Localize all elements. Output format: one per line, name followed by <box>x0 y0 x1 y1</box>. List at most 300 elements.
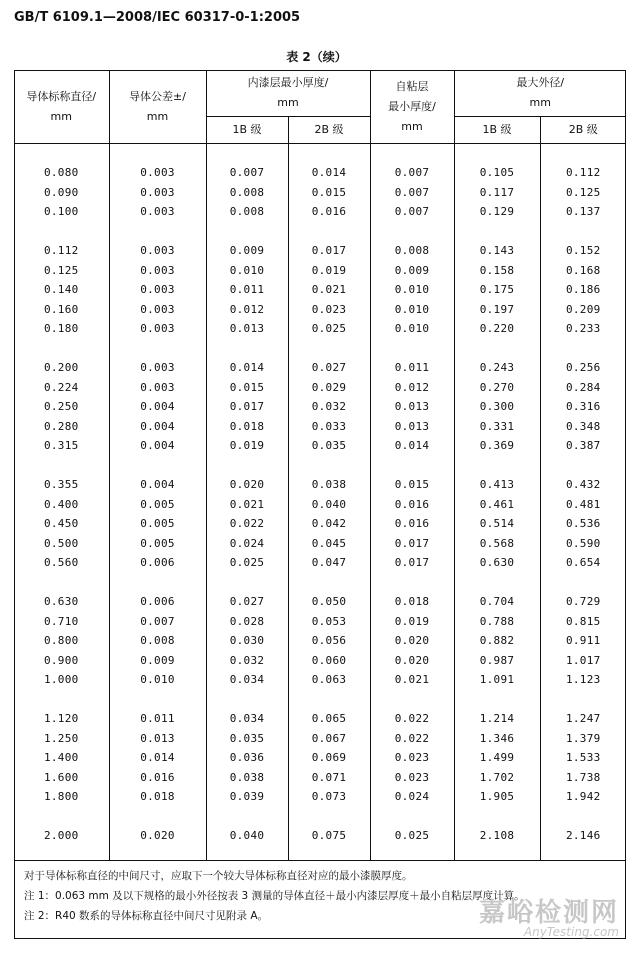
table-cell: 0.060 <box>288 651 370 671</box>
table-cell: 0.022 <box>370 709 454 729</box>
table-cell: 0.016 <box>109 768 206 788</box>
table-cell: 0.004 <box>109 475 206 495</box>
table-cell: 0.030 <box>206 631 288 651</box>
table-row <box>14 202 626 222</box>
table-cell: 0.348 <box>565 419 601 433</box>
table-cell: 0.025 <box>288 319 370 339</box>
spacer-row <box>14 456 626 476</box>
table-cell: 0.010 <box>109 670 206 690</box>
spacer-cell <box>288 456 370 476</box>
table-cell: 0.016 <box>288 202 370 222</box>
spacer-cell <box>14 144 109 164</box>
table-cell: 1.702 <box>454 768 540 788</box>
table-row <box>14 261 626 281</box>
table-cell: 0.209 <box>565 302 601 316</box>
table-cell: 0.630 <box>14 592 109 612</box>
table-row <box>14 748 626 768</box>
table-cell: 0.125 <box>565 185 601 199</box>
table-cell: 0.197 <box>454 300 540 320</box>
table-row <box>14 417 626 437</box>
table-cell: 0.007 <box>206 163 288 183</box>
header-bonding-layer <box>370 70 454 144</box>
spacer-cell <box>540 222 626 242</box>
table-cell: 0.056 <box>288 631 370 651</box>
spacer-row <box>14 807 626 827</box>
spacer-cell <box>109 846 206 860</box>
table-cell: 0.080 <box>14 163 109 183</box>
spacer-cell <box>206 690 288 710</box>
table-cell: 0.400 <box>14 495 109 515</box>
table-cell: 0.009 <box>109 651 206 671</box>
table-cell: 0.003 <box>109 261 206 281</box>
table-cell: 0.140 <box>14 280 109 300</box>
table-cell: 0.007 <box>109 612 206 632</box>
table-cell: 0.432 <box>565 478 601 492</box>
table-cell: 2.146 <box>565 829 601 843</box>
table-cell: 0.025 <box>370 826 454 846</box>
spacer-cell <box>454 573 540 593</box>
spacer-cell <box>540 846 626 860</box>
spacer-cell <box>370 456 454 476</box>
table-cell: 0.387 <box>565 439 601 453</box>
header-unit: mm <box>529 96 551 109</box>
table-cell: 0.014 <box>288 163 370 183</box>
table-cell: 0.012 <box>206 300 288 320</box>
table-row <box>14 495 626 515</box>
table-cell: 0.007 <box>370 163 454 183</box>
table-cell: 0.152 <box>565 244 601 258</box>
header-text: 自粘层 <box>395 79 429 93</box>
table-cell: 0.710 <box>14 612 109 632</box>
table-row <box>14 592 626 612</box>
spacer-cell <box>370 222 454 242</box>
table-row <box>14 534 626 554</box>
spacer-cell <box>288 690 370 710</box>
table-cell: 0.022 <box>206 514 288 534</box>
table-cell: 0.034 <box>206 709 288 729</box>
table-cell: 0.590 <box>565 536 601 550</box>
watermark-cn: 嘉峪检测网 <box>478 898 619 928</box>
header-text: 内漆层最小厚度/ <box>247 76 329 89</box>
spacer-cell <box>370 573 454 593</box>
table-cell: 0.900 <box>14 651 109 671</box>
table-cell: 0.003 <box>109 358 206 378</box>
table-cell: 0.019 <box>370 612 454 632</box>
table-cell: 0.005 <box>109 495 206 515</box>
table-cell: 0.003 <box>109 202 206 222</box>
table-cell: 1.346 <box>454 729 540 749</box>
table-cell: 0.654 <box>565 556 601 570</box>
table-cell: 0.067 <box>288 729 370 749</box>
table-cell: 0.010 <box>370 280 454 300</box>
table-cell: 0.065 <box>288 709 370 729</box>
table-cell: 0.481 <box>565 497 601 511</box>
table-row <box>14 768 626 788</box>
table-cell: 0.256 <box>565 361 601 375</box>
table-cell: 0.331 <box>454 417 540 437</box>
spacer-cell <box>288 144 370 164</box>
table-cell: 0.035 <box>288 436 370 456</box>
table-cell: 0.220 <box>454 319 540 339</box>
table-cell: 0.105 <box>454 163 540 183</box>
table-cell: 1.499 <box>454 748 540 768</box>
header-text: 最小厚度/ <box>388 99 436 113</box>
spacer-cell <box>14 339 109 359</box>
table-cell: 0.630 <box>454 553 540 573</box>
table-cell: 0.018 <box>206 417 288 437</box>
note-intermediate: 对于导体标称直径的中间尺寸，应取下一个较大导体标称直径对应的最小漆膜厚度。 <box>24 870 413 882</box>
table-cell: 0.019 <box>206 436 288 456</box>
header-unit: mm <box>50 109 72 123</box>
table-cell: 0.014 <box>109 748 206 768</box>
table-cell: 0.316 <box>565 400 601 414</box>
table-cell: 1.214 <box>454 709 540 729</box>
spacer-cell <box>109 807 206 827</box>
table-cell: 0.006 <box>109 553 206 573</box>
table-cell: 0.040 <box>206 826 288 846</box>
table-row <box>14 378 626 398</box>
table-cell: 0.011 <box>206 280 288 300</box>
table-cell: 0.003 <box>109 183 206 203</box>
table-cell: 1.379 <box>565 731 601 745</box>
table-cell: 2.108 <box>454 826 540 846</box>
table-cell: 0.015 <box>206 378 288 398</box>
table-cell: 0.012 <box>370 378 454 398</box>
table-cell: 0.040 <box>288 495 370 515</box>
table-row <box>14 241 626 261</box>
table-cell: 0.005 <box>109 534 206 554</box>
spacer-row <box>14 339 626 359</box>
spacer-row <box>14 690 626 710</box>
table-cell: 0.020 <box>370 631 454 651</box>
table-cell: 0.035 <box>206 729 288 749</box>
spacer-cell <box>454 846 540 860</box>
spacer-cell <box>454 690 540 710</box>
spacer-cell <box>109 222 206 242</box>
table-cell: 0.158 <box>454 261 540 281</box>
table-cell: 0.009 <box>370 261 454 281</box>
spacer-cell <box>206 846 288 860</box>
table-cell: 0.013 <box>206 319 288 339</box>
header-inner-2b: 2B 级 <box>288 117 370 144</box>
table-cell: 1.123 <box>565 673 601 687</box>
table-cell: 0.233 <box>565 322 601 336</box>
table-cell: 0.003 <box>109 319 206 339</box>
table-cell: 0.017 <box>370 534 454 554</box>
table-cell: 0.168 <box>565 263 601 277</box>
table-cell: 0.027 <box>288 358 370 378</box>
spacer-cell <box>540 690 626 710</box>
table-cell: 0.117 <box>454 183 540 203</box>
table-cell: 0.450 <box>14 514 109 534</box>
table-cell: 0.017 <box>370 553 454 573</box>
table-cell: 0.004 <box>109 417 206 437</box>
spacer-cell <box>288 807 370 827</box>
table-cell: 0.003 <box>109 241 206 261</box>
table-cell: 0.003 <box>109 163 206 183</box>
table-row <box>14 826 626 846</box>
table-cell: 0.019 <box>288 261 370 281</box>
spacer-cell <box>454 144 540 164</box>
table-row <box>14 670 626 690</box>
header-max-1b: 1B 级 <box>454 117 540 144</box>
table-cell: 0.038 <box>288 475 370 495</box>
table-cell: 0.007 <box>370 202 454 222</box>
spacer-cell <box>370 144 454 164</box>
table-cell: 0.016 <box>370 495 454 515</box>
table-cell: 0.038 <box>206 768 288 788</box>
spacer-cell <box>206 144 288 164</box>
spacer-cell <box>288 573 370 593</box>
table-cell: 0.047 <box>288 553 370 573</box>
spacer-cell <box>109 690 206 710</box>
header-tolerance <box>109 70 206 144</box>
table-cell: 0.514 <box>454 514 540 534</box>
table-cell: 1.600 <box>14 768 109 788</box>
table-row <box>14 729 626 749</box>
table-cell: 0.243 <box>454 358 540 378</box>
table-cell: 0.013 <box>109 729 206 749</box>
table-cell: 0.413 <box>454 475 540 495</box>
spacer-cell <box>370 846 454 860</box>
table-cell: 0.011 <box>370 358 454 378</box>
table-cell: 0.017 <box>288 241 370 261</box>
spacer-cell <box>370 339 454 359</box>
table-cell: 0.014 <box>206 358 288 378</box>
table-row <box>14 553 626 573</box>
table-cell: 1.942 <box>565 790 601 804</box>
table-row <box>14 631 626 651</box>
spacer-cell <box>370 690 454 710</box>
table-body <box>14 144 626 860</box>
table-cell: 0.027 <box>206 592 288 612</box>
note-1: 注 1：0.063 mm 及以下规格的最小外径按表 3 测量的导体直径＋最小内漆层厚度＋最小自粘层厚度计算。 <box>24 890 525 902</box>
table-cell: 1.400 <box>14 748 109 768</box>
table-cell: 1.905 <box>454 787 540 807</box>
table-cell: 0.270 <box>454 378 540 398</box>
table-cell: 0.250 <box>14 397 109 417</box>
spacer-cell <box>454 222 540 242</box>
table-cell: 0.200 <box>14 358 109 378</box>
watermark <box>479 892 619 939</box>
table-cell: 0.003 <box>109 378 206 398</box>
table-cell: 0.186 <box>565 283 601 297</box>
spacer-row <box>14 144 626 164</box>
header-max-2b: 2B 级 <box>540 117 626 144</box>
spacer-cell <box>14 222 109 242</box>
spacer-cell <box>540 456 626 476</box>
table-cell: 0.284 <box>565 380 601 394</box>
spacer-cell <box>14 573 109 593</box>
watermark-en: AnyTesting.com <box>523 925 619 939</box>
spacer-cell <box>288 339 370 359</box>
table-cell: 1.800 <box>14 787 109 807</box>
table-cell: 0.018 <box>370 592 454 612</box>
table-cell: 0.023 <box>370 748 454 768</box>
table-cell: 0.010 <box>206 261 288 281</box>
table-cell: 0.069 <box>288 748 370 768</box>
spacer-cell <box>206 573 288 593</box>
table-cell: 0.815 <box>565 614 601 628</box>
spacer-cell <box>14 846 109 860</box>
table-cell: 0.180 <box>14 319 109 339</box>
table-cell: 0.160 <box>14 300 109 320</box>
table-cell: 0.704 <box>454 592 540 612</box>
table-cell: 0.010 <box>370 319 454 339</box>
table-cell: 1.017 <box>565 653 601 667</box>
table-cell: 0.050 <box>288 592 370 612</box>
table-cell: 0.073 <box>288 787 370 807</box>
table-cell: 0.008 <box>206 183 288 203</box>
spacer-cell <box>109 456 206 476</box>
header-text: 最大外径/ <box>516 76 565 89</box>
header-unit: mm <box>146 109 169 123</box>
table-cell: 0.007 <box>370 183 454 203</box>
spacer-cell <box>14 690 109 710</box>
table-cell: 0.013 <box>370 397 454 417</box>
table-cell: 0.008 <box>370 241 454 261</box>
table-cell: 0.063 <box>288 670 370 690</box>
header-inner-1b: 1B 级 <box>206 117 288 144</box>
table-cell: 0.018 <box>109 787 206 807</box>
table-cell: 0.024 <box>370 787 454 807</box>
table-cell: 0.280 <box>14 417 109 437</box>
table-cell: 0.143 <box>454 241 540 261</box>
table-cell: 0.882 <box>454 631 540 651</box>
table-cell: 0.112 <box>565 166 601 180</box>
table-cell: 1.120 <box>14 709 109 729</box>
header-text: 导体公差±/ <box>129 89 186 103</box>
header-unit: mm <box>401 119 423 133</box>
table-cell: 0.100 <box>14 202 109 222</box>
table-row <box>14 436 626 456</box>
header-conductor-diameter <box>14 70 109 144</box>
spacer-cell <box>206 339 288 359</box>
spacer-cell <box>454 807 540 827</box>
spacer-cell <box>288 846 370 860</box>
table-cell: 2.000 <box>14 826 109 846</box>
spacer-cell <box>540 339 626 359</box>
table-row <box>14 787 626 807</box>
table-cell: 0.112 <box>14 241 109 261</box>
table-row <box>14 612 626 632</box>
header-unit: mm <box>277 96 299 109</box>
table-cell: 0.032 <box>206 651 288 671</box>
table-cell: 0.034 <box>206 670 288 690</box>
header-text: 导体标称直径/ <box>26 89 97 103</box>
header-max-diameter <box>454 70 626 117</box>
table-cell: 0.071 <box>288 768 370 788</box>
spacer-row <box>14 573 626 593</box>
table-cell: 0.008 <box>206 202 288 222</box>
table-cell: 0.004 <box>109 397 206 417</box>
table-cell: 0.015 <box>288 183 370 203</box>
table-cell: 0.005 <box>109 514 206 534</box>
table-cell: 0.536 <box>565 517 601 531</box>
spacer-cell <box>206 456 288 476</box>
header-inner-coat <box>206 70 370 117</box>
spacer-cell <box>109 573 206 593</box>
table-cell: 0.004 <box>109 436 206 456</box>
table-cell: 0.024 <box>206 534 288 554</box>
table-cell: 0.008 <box>109 631 206 651</box>
table-cell: 0.045 <box>288 534 370 554</box>
standard-header: GB/T 6109.1—2008/IEC 60317-0-1:2005 <box>14 10 301 25</box>
spacer-cell <box>454 339 540 359</box>
table-cell: 0.017 <box>206 397 288 417</box>
table-caption: 表 2（续） <box>286 50 347 64</box>
table-row <box>14 397 626 417</box>
table-cell: 0.023 <box>370 768 454 788</box>
table-row <box>14 358 626 378</box>
spacer-cell <box>540 573 626 593</box>
table-cell: 0.023 <box>288 300 370 320</box>
table-row <box>14 514 626 534</box>
table-cell: 0.016 <box>370 514 454 534</box>
spacer-cell <box>206 807 288 827</box>
table-cell: 0.036 <box>206 748 288 768</box>
table-cell: 0.014 <box>370 436 454 456</box>
table-cell: 0.800 <box>14 631 109 651</box>
spacer-cell <box>370 807 454 827</box>
spacer-cell <box>109 144 206 164</box>
data-table <box>14 70 626 860</box>
table-row <box>14 475 626 495</box>
spacer-cell <box>540 807 626 827</box>
table-cell: 0.021 <box>206 495 288 515</box>
table-cell: 0.006 <box>109 592 206 612</box>
table-cell: 0.003 <box>109 280 206 300</box>
table-cell: 0.987 <box>454 651 540 671</box>
table-cell: 0.053 <box>288 612 370 632</box>
table-cell: 0.011 <box>109 709 206 729</box>
table-cell: 0.224 <box>14 378 109 398</box>
table-cell: 0.300 <box>454 397 540 417</box>
table-cell: 1.250 <box>14 729 109 749</box>
table-cell: 0.021 <box>288 280 370 300</box>
table-cell: 0.003 <box>109 300 206 320</box>
spacer-cell <box>14 807 109 827</box>
table-cell: 0.129 <box>454 202 540 222</box>
table-cell: 0.020 <box>109 826 206 846</box>
table-cell: 0.461 <box>454 495 540 515</box>
table-cell: 1.091 <box>454 670 540 690</box>
table-cell: 0.020 <box>206 475 288 495</box>
table-cell: 0.033 <box>288 417 370 437</box>
spacer-row <box>14 846 626 860</box>
table-cell: 0.029 <box>288 378 370 398</box>
table-cell: 0.500 <box>14 534 109 554</box>
table-cell: 0.042 <box>288 514 370 534</box>
table-cell: 0.125 <box>14 261 109 281</box>
note-2: 注 2：R40 数系的导体标称直径中间尺寸见附录 A。 <box>24 910 269 922</box>
table-cell: 0.021 <box>370 670 454 690</box>
spacer-cell <box>540 144 626 164</box>
table-cell: 0.175 <box>454 280 540 300</box>
table-cell: 0.560 <box>14 553 109 573</box>
table-cell: 0.039 <box>206 787 288 807</box>
table-cell: 0.788 <box>454 612 540 632</box>
table-cell: 0.032 <box>288 397 370 417</box>
table-cell: 1.247 <box>565 712 601 726</box>
table-cell: 0.025 <box>206 553 288 573</box>
table-cell: 0.028 <box>206 612 288 632</box>
table-row <box>14 280 626 300</box>
table-cell: 0.020 <box>370 651 454 671</box>
table-cell: 0.015 <box>370 475 454 495</box>
table-cell: 0.355 <box>14 475 109 495</box>
spacer-cell <box>14 456 109 476</box>
